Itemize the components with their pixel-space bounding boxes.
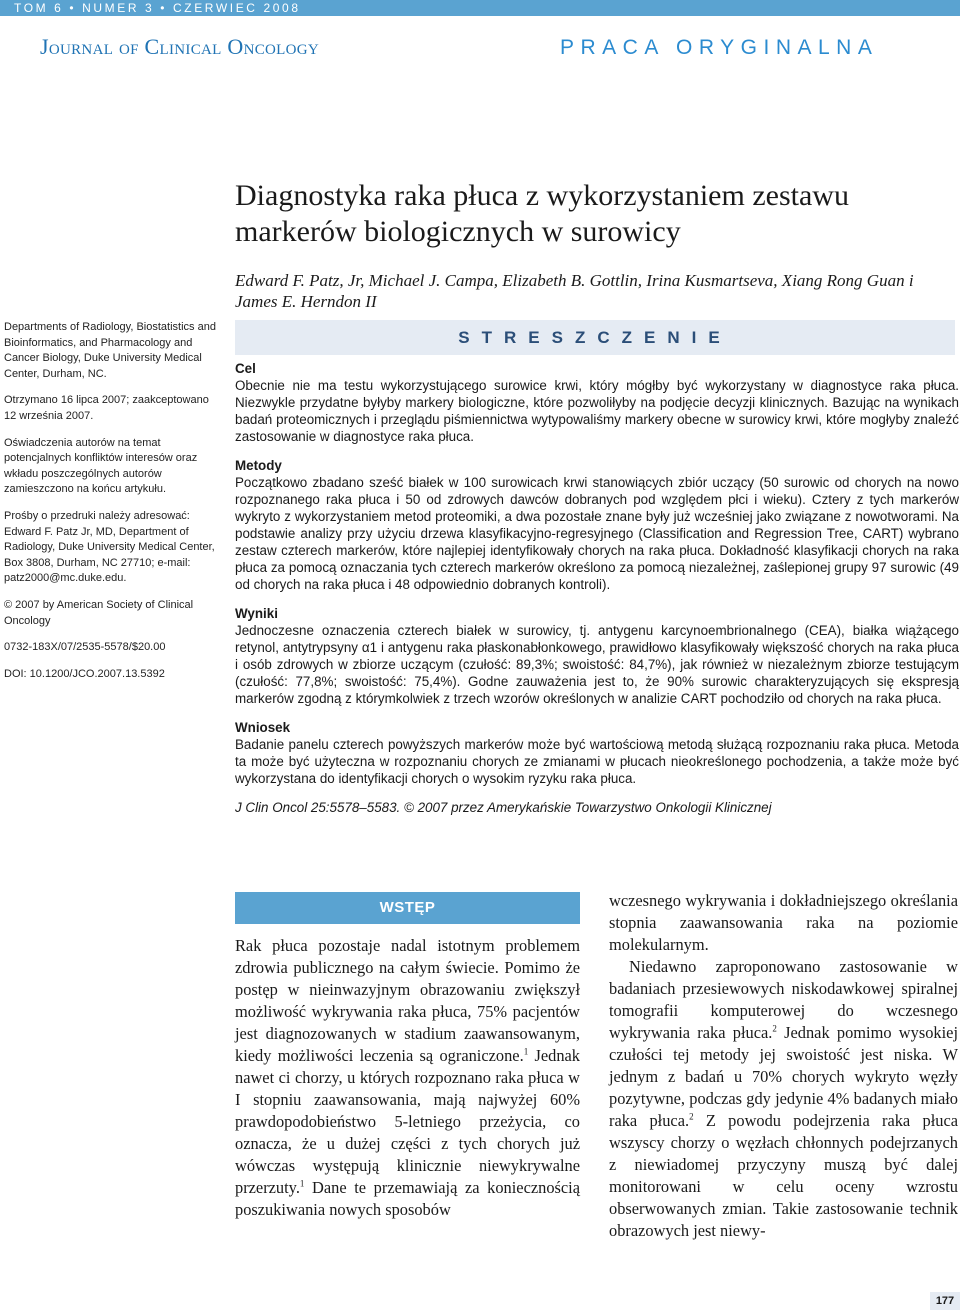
abstract-section-text: Początkowo zbadano sześć białek w 100 surowicach krwi stanowiących zbiór uczący (50 surowic od chorych na nowo rozpoznanego raka płuca i 50 od zdrowych dawców dobranych pod względem płci i wieku). Cztery z tych markerów wykryto z wykorzystaniem metod proteomiki, a dwa pozostałe znane były już wcześniej jako związane z nowotworami. Na podstawie analizy przy użyciu drzewa klasyfikacyjno-regresyjnego (Classification and Regression Tree, CART) wybrano zestaw czterech markerów, które najlepiej identyfikowały chorych na raka płuca. Dokładność klasyfikacji chorych na raka płuca za pomocą oznaczania tych czterech markerów określono za pomocą niezależnej, zaślepionej grupy 97 surowic (49 od chorych na raka płuca i 48 odpowiednio dobranych kontroli). bbox=[235, 475, 959, 592]
journal-citation: J Clin Oncol 25:5578–5583. © 2007 przez Amerykańskie Towarzystwo Onkologii Klinicznej bbox=[235, 800, 772, 815]
article-title: Diagnostyka raka płuca z wykorzystaniem zestawu markerów biologicznych w surowicy bbox=[235, 179, 849, 248]
page-number: 177 bbox=[935, 1295, 955, 1307]
received-dates: Otrzymano 16 lipca 2007; zaakceptowano 12 września 2007. bbox=[4, 394, 209, 422]
abstract-section-heading: Cel bbox=[235, 361, 256, 376]
copyright-note: © 2007 by American Society of Clinical Oncology bbox=[4, 598, 194, 627]
reference-marker: 1 bbox=[299, 1178, 305, 1189]
abstract-section-heading: Wyniki bbox=[235, 606, 278, 621]
intro-paragraph bbox=[235, 935, 580, 1221]
abstract-section-text: Jednoczesne oznaczenia czterech białek w surowicy, tj. antygenu karcynoembrionalnego (CEA), białka wiążącego retynol, antytrypsyny α1 i antygenu raka płaskonabłonkowego, prawidłowo klasyfikowały większość chorych na raka płuca i osób zdrowych w zbiorze uczącym (czułość: 89,3%; swoistość: 84,7%), jak również w niezależnym zbiorze testującym (czułość: 77,8%; swoistość: 75,4%). Godne zauważenia jest to, że 90% surowic charakteryzujących się ekspresją markerów zgodną z którymkolwiek z trzech wzorów określonych w analizie CART pochodziło od chorych na raka płuca. bbox=[235, 623, 959, 706]
abstract-section-heading: Metody bbox=[235, 458, 282, 473]
issn-code: 0732-183X/07/2535-5578/$20.00 bbox=[4, 641, 166, 654]
text-run: Rak płuca pozostaje nadal istotnym problemem zdrowia publicznego na całym świecie. Pomimo że postęp w nieinwazyjnym obrazowaniu zwiększył możliwość wykrywania raka płuca, 75% pacjentów jest diagnozowanych w stadium zaawansowanym, kiedy możliwości leczenia są ograniczone. bbox=[235, 936, 580, 1065]
text-run: Niedawno zaproponowano zastosowanie w badaniach przesiewowych niskodawkowej spiralnej tomografii komputerowej do wczesnego wykrywania raka płuca. bbox=[609, 957, 958, 1042]
text-run: Dane te przemawiają za koniecznością poszukiwania nowych sposobów bbox=[235, 1178, 580, 1219]
abstract-section-heading: Wniosek bbox=[235, 720, 291, 735]
author-list: Edward F. Patz, Jr, Michael J. Campa, Elizabeth B. Gottlin, Irina Kusmartseva, Xiang Rong Guan i James E. Herndon II bbox=[235, 271, 914, 311]
paragraph-continuation: wczesnego wykrywania i dokładniejszego określania stopnia zaawansowania raka na poziomie molekularnym. bbox=[609, 891, 958, 954]
disclosures-note: Oświadczenia autorów na temat potencjalnych konfliktów interesów oraz wkładu poszczególnych autorów zamieszczono na końcu artykułu. bbox=[4, 436, 198, 496]
journal-name: Journal of Clinical Oncology bbox=[40, 34, 320, 59]
sidebar bbox=[4, 320, 219, 693]
paragraph bbox=[609, 956, 958, 1242]
section-label: PRACA ORYGINALNA bbox=[560, 36, 879, 59]
reprint-requests: Prośby o przedruki należy adresować: Edward F. Patz Jr, MD, Department of Radiology, Duke University Medical Center, Box 3808, Durham, NC 27710; e-mail: patz2000@mc.duke.edu. bbox=[4, 509, 215, 585]
text-run: Z powodu podejrzenia raka płuca wszyscy chorzy o węzłach chłonnych podejrzanych z niewiadomej przyczyny muszą być dalej monitorowani w celu oceny wzrostu obserwowanych zmian. Takie zastosowanie technik obrazowych jest niewy- bbox=[609, 1111, 958, 1240]
text-run: Jednak pomimo wysokiej czułości tej metody jej swoistość jest niska. W jednym z badań u 70% chorych wykryto węzły pozytywne, podczas gdy jedynie 4% badanych miało raka płuca. bbox=[609, 1023, 958, 1130]
reference-marker: 1 bbox=[523, 1046, 529, 1057]
doi-code: DOI: 10.1200/JCO.2007.13.5392 bbox=[4, 667, 165, 680]
issue-line: TOM 6 • NUMER 3 • CZERWIEC 2008 bbox=[14, 1, 301, 15]
intro-heading: WSTĘP bbox=[235, 892, 580, 924]
reference-marker: 2 bbox=[772, 1023, 777, 1034]
abstract-section-text: Badanie panelu czterech powyższych markerów może być wartościową metodą służącą rozpoznaniu raka płuca. Metoda ta może być użyteczna w rozpoznaniu chorych ze zmianami w płucach nieokreślonego pochodzenia, a także może być wykorzystana do identyfikacji chorych o wysokim ryzyku raka płuca. bbox=[235, 737, 959, 786]
abstract-heading: STRESZCZENIE bbox=[458, 328, 732, 347]
body-column-1 bbox=[235, 935, 580, 1221]
abstract-body bbox=[235, 360, 959, 816]
abstract-section-text: Obecnie nie ma testu wykorzystującego surowice krwi, który mógłby być wykorzystany w diagnostyce raka płuca. Niezwykle przydatne byłyby markery biologiczne, które pozwoliłyby na podjęcie decyzji klinicznych. Bazując na wynikach badań proteomicznych i przeglądu piśmiennictwa wytypowaliśmy markery obecne w surowicy krwi, które mogłyby znaleźć zastosowanie w diagnostyce raka płuca. bbox=[235, 378, 959, 444]
body-column-2 bbox=[609, 890, 958, 1242]
reference-marker: 2 bbox=[689, 1111, 694, 1122]
text-run: Jednak nawet ci chorzy, u których rozpoznano raka płuca w I stopniu zaawansowania, mają najwyżej 60% prawdopodobieństwo 5-letniego przeżycia, co oznacza, że u dużej części z tych chorych już wówczas występują klinicznie niewykrywalne przerzuty. bbox=[235, 1046, 580, 1197]
affiliations: Departments of Radiology, Biostatistics and Bioinformatics, and Pharmacology and Cancer Biology, Duke University Medical Center, Durham, NC. bbox=[4, 321, 216, 380]
